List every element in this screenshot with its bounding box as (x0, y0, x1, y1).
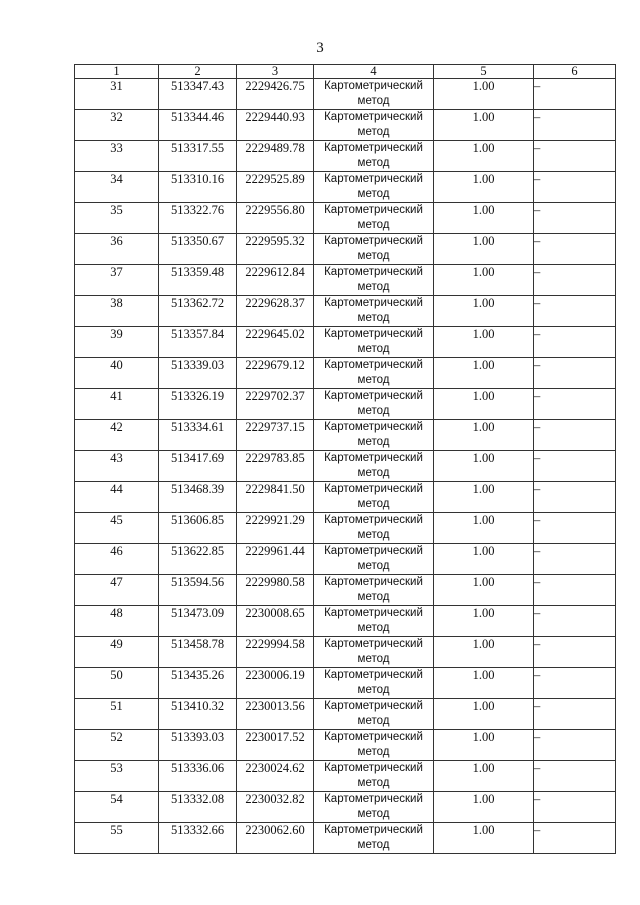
table-row (75, 358, 616, 389)
note-cell: – (534, 141, 616, 172)
method-cell: Картометрический метод (314, 265, 434, 296)
point-number-cell: 45 (75, 513, 159, 544)
x-coordinate-cell: 513350.67 (159, 234, 237, 265)
accuracy-cell: 1.00 (434, 451, 534, 482)
x-coordinate-cell: 513359.48 (159, 265, 237, 296)
y-coordinate-cell: 2230006.19 (237, 668, 314, 699)
y-coordinate-cell: 2229921.29 (237, 513, 314, 544)
accuracy-cell: 1.00 (434, 606, 534, 637)
point-number-cell: 40 (75, 358, 159, 389)
y-coordinate-cell: 2229737.15 (237, 420, 314, 451)
table-row (75, 420, 616, 451)
x-coordinate-cell: 513606.85 (159, 513, 237, 544)
accuracy-cell: 1.00 (434, 730, 534, 761)
accuracy-cell: 1.00 (434, 699, 534, 730)
point-number-cell: 36 (75, 234, 159, 265)
point-number-cell: 44 (75, 482, 159, 513)
table-row (75, 606, 616, 637)
note-cell: – (534, 296, 616, 327)
method-cell: Картометрический метод (314, 575, 434, 606)
x-coordinate-cell: 513594.56 (159, 575, 237, 606)
note-cell: – (534, 234, 616, 265)
x-coordinate-cell: 513336.06 (159, 761, 237, 792)
table-row (75, 792, 616, 823)
method-cell: Картометрический метод (314, 172, 434, 203)
note-cell: – (534, 606, 616, 637)
point-number-cell: 31 (75, 79, 159, 110)
table-row (75, 296, 616, 327)
note-cell: – (534, 699, 616, 730)
method-cell: Картометрический метод (314, 761, 434, 792)
x-coordinate-cell: 513317.55 (159, 141, 237, 172)
column-header-2: 2 (159, 65, 237, 79)
table-row (75, 575, 616, 606)
table-row (75, 389, 616, 420)
method-cell: Картометрический метод (314, 451, 434, 482)
y-coordinate-cell: 2230024.62 (237, 761, 314, 792)
accuracy-cell: 1.00 (434, 761, 534, 792)
method-cell: Картометрический метод (314, 141, 434, 172)
table-row (75, 730, 616, 761)
y-coordinate-cell: 2229628.37 (237, 296, 314, 327)
x-coordinate-cell: 513332.66 (159, 823, 237, 854)
note-cell: – (534, 513, 616, 544)
x-coordinate-cell: 513362.72 (159, 296, 237, 327)
point-number-cell: 39 (75, 327, 159, 358)
accuracy-cell: 1.00 (434, 234, 534, 265)
note-cell: – (534, 823, 616, 854)
point-number-cell: 48 (75, 606, 159, 637)
table-row (75, 327, 616, 358)
point-number-cell: 55 (75, 823, 159, 854)
x-coordinate-cell: 513393.03 (159, 730, 237, 761)
y-coordinate-cell: 2229961.44 (237, 544, 314, 575)
accuracy-cell: 1.00 (434, 172, 534, 203)
table-row (75, 544, 616, 575)
y-coordinate-cell: 2229595.32 (237, 234, 314, 265)
method-cell: Картометрический метод (314, 730, 434, 761)
method-cell: Картометрический метод (314, 420, 434, 451)
table-row (75, 699, 616, 730)
point-number-cell: 41 (75, 389, 159, 420)
accuracy-cell: 1.00 (434, 575, 534, 606)
accuracy-cell: 1.00 (434, 482, 534, 513)
column-header-4: 4 (314, 65, 434, 79)
y-coordinate-cell: 2229679.12 (237, 358, 314, 389)
y-coordinate-cell: 2230017.52 (237, 730, 314, 761)
note-cell: – (534, 668, 616, 699)
y-coordinate-cell: 2230062.60 (237, 823, 314, 854)
accuracy-cell: 1.00 (434, 141, 534, 172)
x-coordinate-cell: 513347.43 (159, 79, 237, 110)
x-coordinate-cell: 513473.09 (159, 606, 237, 637)
note-cell: – (534, 482, 616, 513)
method-cell: Картометрический метод (314, 513, 434, 544)
note-cell: – (534, 761, 616, 792)
x-coordinate-cell: 513435.26 (159, 668, 237, 699)
method-cell: Картометрический метод (314, 110, 434, 141)
note-cell: – (534, 420, 616, 451)
column-header-5: 5 (434, 65, 534, 79)
point-number-cell: 43 (75, 451, 159, 482)
y-coordinate-cell: 2229612.84 (237, 265, 314, 296)
method-cell: Картометрический метод (314, 668, 434, 699)
point-number-cell: 54 (75, 792, 159, 823)
y-coordinate-cell: 2229556.80 (237, 203, 314, 234)
table-row (75, 79, 616, 110)
method-cell: Картометрический метод (314, 358, 434, 389)
y-coordinate-cell: 2229841.50 (237, 482, 314, 513)
accuracy-cell: 1.00 (434, 79, 534, 110)
point-number-cell: 32 (75, 110, 159, 141)
note-cell: – (534, 451, 616, 482)
y-coordinate-cell: 2229980.58 (237, 575, 314, 606)
note-cell: – (534, 730, 616, 761)
point-number-cell: 34 (75, 172, 159, 203)
point-number-cell: 51 (75, 699, 159, 730)
accuracy-cell: 1.00 (434, 203, 534, 234)
point-number-cell: 49 (75, 637, 159, 668)
table-row (75, 110, 616, 141)
note-cell: – (534, 792, 616, 823)
point-number-cell: 52 (75, 730, 159, 761)
point-number-cell: 35 (75, 203, 159, 234)
table-row (75, 668, 616, 699)
accuracy-cell: 1.00 (434, 265, 534, 296)
method-cell: Картометрический метод (314, 544, 434, 575)
x-coordinate-cell: 513357.84 (159, 327, 237, 358)
y-coordinate-cell: 2229645.02 (237, 327, 314, 358)
note-cell: – (534, 544, 616, 575)
table-row (75, 203, 616, 234)
method-cell: Картометрический метод (314, 823, 434, 854)
accuracy-cell: 1.00 (434, 420, 534, 451)
column-header-3: 3 (237, 65, 314, 79)
table-row (75, 451, 616, 482)
table-header-row (75, 65, 616, 79)
method-cell: Картометрический метод (314, 203, 434, 234)
x-coordinate-cell: 513322.76 (159, 203, 237, 234)
point-number-cell: 33 (75, 141, 159, 172)
note-cell: – (534, 575, 616, 606)
accuracy-cell: 1.00 (434, 296, 534, 327)
accuracy-cell: 1.00 (434, 389, 534, 420)
x-coordinate-cell: 513410.32 (159, 699, 237, 730)
y-coordinate-cell: 2230008.65 (237, 606, 314, 637)
method-cell: Картометрический метод (314, 699, 434, 730)
note-cell: – (534, 172, 616, 203)
y-coordinate-cell: 2230013.56 (237, 699, 314, 730)
table-row (75, 513, 616, 544)
note-cell: – (534, 637, 616, 668)
method-cell: Картометрический метод (314, 234, 434, 265)
note-cell: – (534, 358, 616, 389)
table-row (75, 482, 616, 513)
method-cell: Картометрический метод (314, 792, 434, 823)
coordinates-table (74, 64, 616, 854)
method-cell: Картометрический метод (314, 389, 434, 420)
x-coordinate-cell: 513468.39 (159, 482, 237, 513)
point-number-cell: 37 (75, 265, 159, 296)
point-number-cell: 53 (75, 761, 159, 792)
table-body (75, 79, 616, 854)
table-row (75, 265, 616, 296)
y-coordinate-cell: 2229525.89 (237, 172, 314, 203)
note-cell: – (534, 110, 616, 141)
table-row (75, 823, 616, 854)
y-coordinate-cell: 2229489.78 (237, 141, 314, 172)
note-cell: – (534, 327, 616, 358)
table-row (75, 141, 616, 172)
x-coordinate-cell: 513310.16 (159, 172, 237, 203)
method-cell: Картометрический метод (314, 637, 434, 668)
page-number: 3 (316, 40, 324, 56)
note-cell: – (534, 389, 616, 420)
note-cell: – (534, 265, 616, 296)
table-row (75, 637, 616, 668)
table-row (75, 172, 616, 203)
accuracy-cell: 1.00 (434, 544, 534, 575)
point-number-cell: 46 (75, 544, 159, 575)
accuracy-cell: 1.00 (434, 110, 534, 141)
table-row (75, 234, 616, 265)
x-coordinate-cell: 513326.19 (159, 389, 237, 420)
x-coordinate-cell: 513417.69 (159, 451, 237, 482)
x-coordinate-cell: 513334.61 (159, 420, 237, 451)
note-cell: – (534, 79, 616, 110)
method-cell: Картометрический метод (314, 606, 434, 637)
y-coordinate-cell: 2229994.58 (237, 637, 314, 668)
y-coordinate-cell: 2229426.75 (237, 79, 314, 110)
x-coordinate-cell: 513339.03 (159, 358, 237, 389)
point-number-cell: 47 (75, 575, 159, 606)
method-cell: Картометрический метод (314, 79, 434, 110)
y-coordinate-cell: 2230032.82 (237, 792, 314, 823)
table-row (75, 761, 616, 792)
accuracy-cell: 1.00 (434, 327, 534, 358)
x-coordinate-cell: 513622.85 (159, 544, 237, 575)
y-coordinate-cell: 2229440.93 (237, 110, 314, 141)
note-cell: – (534, 203, 616, 234)
y-coordinate-cell: 2229783.85 (237, 451, 314, 482)
accuracy-cell: 1.00 (434, 668, 534, 699)
accuracy-cell: 1.00 (434, 823, 534, 854)
column-header-6: 6 (534, 65, 616, 79)
accuracy-cell: 1.00 (434, 358, 534, 389)
x-coordinate-cell: 513332.08 (159, 792, 237, 823)
point-number-cell: 50 (75, 668, 159, 699)
accuracy-cell: 1.00 (434, 637, 534, 668)
method-cell: Картометрический метод (314, 327, 434, 358)
accuracy-cell: 1.00 (434, 513, 534, 544)
point-number-cell: 38 (75, 296, 159, 327)
x-coordinate-cell: 513344.46 (159, 110, 237, 141)
column-header-1: 1 (75, 65, 159, 79)
x-coordinate-cell: 513458.78 (159, 637, 237, 668)
method-cell: Картометрический метод (314, 296, 434, 327)
method-cell: Картометрический метод (314, 482, 434, 513)
accuracy-cell: 1.00 (434, 792, 534, 823)
point-number-cell: 42 (75, 420, 159, 451)
y-coordinate-cell: 2229702.37 (237, 389, 314, 420)
